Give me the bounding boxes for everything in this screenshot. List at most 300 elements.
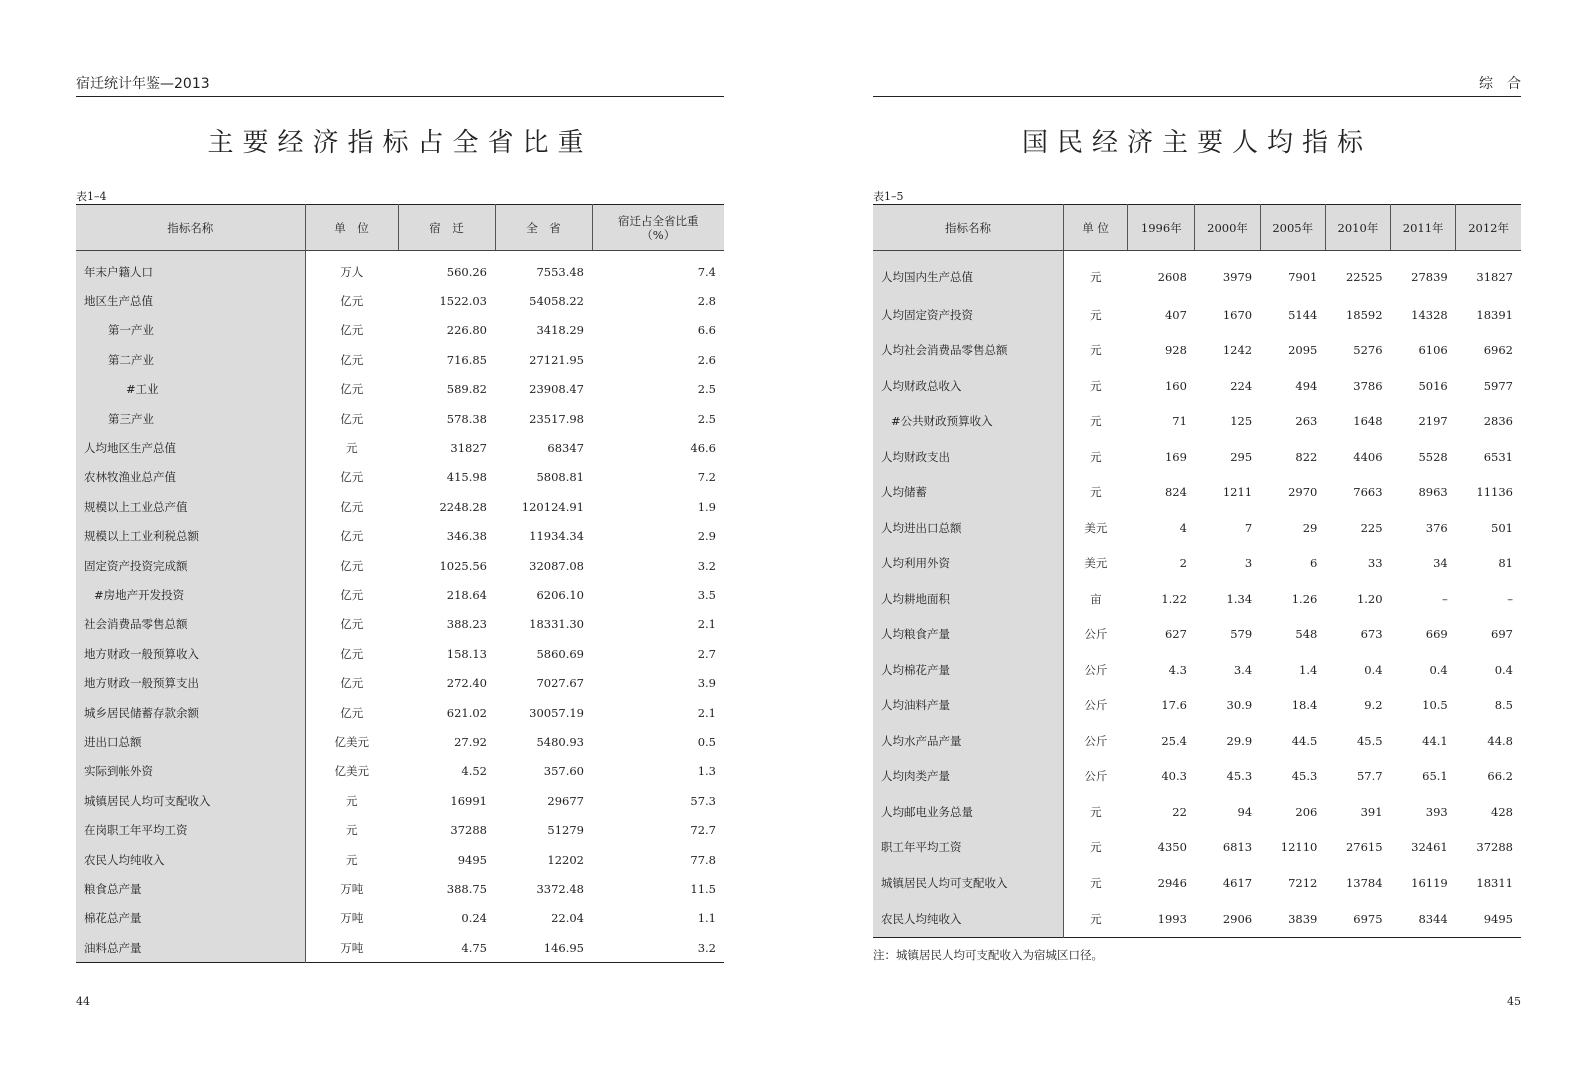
unit-cell: 亿美元	[334, 764, 369, 779]
value-cell-2012: 81	[1498, 556, 1513, 571]
table-row	[76, 815, 724, 844]
col-header-unit: 单 位	[305, 205, 398, 251]
value-cell-2010: 33	[1367, 556, 1383, 571]
value-cell-2011: 8344	[1418, 911, 1448, 926]
table-header-row	[76, 205, 724, 251]
value-cell-2000: 579	[1230, 627, 1253, 642]
value-cell-2010: 18592	[1345, 307, 1383, 322]
unit-cell: 元	[346, 441, 358, 456]
table-row	[873, 333, 1521, 369]
indicator-name-cell: 人均储蓄	[873, 475, 1064, 511]
value-cell-2000: 1242	[1222, 343, 1253, 358]
value-cell-2011: 6106	[1418, 343, 1448, 358]
value-cell-2011: 27839	[1411, 270, 1448, 284]
col-header-share	[592, 205, 724, 251]
value-cell-2012: 18391	[1476, 307, 1513, 322]
unit-cell: 万吨	[340, 881, 364, 896]
unit-cell: 公斤	[1084, 769, 1108, 784]
share-value-cell: 46.6	[690, 441, 716, 456]
value-cell-2010: 673	[1360, 627, 1383, 642]
value-cell-1996: 25.4	[1161, 733, 1187, 748]
suqian-value-cell: 226.80	[446, 323, 487, 338]
unit-cell: 元	[1090, 414, 1102, 429]
col-header-unit: 单 位	[1064, 205, 1128, 251]
left-page	[76, 0, 724, 1077]
share-value-cell: 57.3	[690, 793, 716, 808]
unit-cell: 元	[1090, 485, 1102, 500]
value-cell-1996: 40.3	[1161, 769, 1187, 784]
value-cell-1996: 71	[1172, 414, 1187, 429]
table-row	[76, 727, 724, 756]
unit-cell: 亿元	[340, 646, 364, 661]
share-value-cell: 2.1	[697, 617, 716, 632]
indicator-name-cell: 棉花总产量	[76, 904, 305, 933]
value-cell-2010: 27615	[1345, 840, 1383, 855]
province-value-cell: 23908.47	[529, 382, 584, 397]
province-value-cell: 54058.22	[529, 294, 584, 309]
table-row	[76, 610, 724, 639]
value-cell-2005: 45.3	[1291, 769, 1318, 784]
indicator-name-cell: 油料总产量	[76, 933, 305, 963]
unit-cell: 元	[1090, 840, 1102, 855]
unit-cell: 元	[1090, 307, 1102, 322]
value-cell-2005: 18.4	[1291, 698, 1318, 713]
value-cell-1996: 169	[1164, 449, 1187, 464]
value-cell-2011: 5016	[1418, 378, 1448, 393]
suqian-value-cell: 578.38	[446, 411, 487, 426]
table-row	[873, 723, 1521, 759]
unit-cell: 公斤	[1084, 662, 1108, 677]
share-value-cell: 2.7	[697, 646, 716, 661]
table-row	[76, 404, 724, 433]
share-value-cell: 2.9	[697, 529, 716, 544]
value-cell-2000: 4617	[1222, 875, 1253, 890]
value-cell-2011: 10.5	[1422, 698, 1448, 713]
unit-cell: 元	[1090, 378, 1102, 393]
suqian-value-cell: 27.92	[454, 734, 487, 749]
unit-cell: 元	[1090, 270, 1102, 284]
indicator-name-cell: 地方财政一般预算收入	[76, 639, 305, 668]
value-cell-2012: 428	[1491, 804, 1513, 819]
indicator-name-cell: 第二产业	[76, 345, 305, 374]
value-cell-2000: 295	[1230, 449, 1253, 464]
value-cell-2000: 45.3	[1226, 769, 1253, 784]
value-cell-1996: 824	[1164, 485, 1187, 500]
province-value-cell: 27121.95	[529, 352, 584, 367]
value-cell-2012: –	[1507, 591, 1513, 606]
value-cell-2010: 391	[1360, 804, 1383, 819]
value-cell-2011: 393	[1425, 804, 1448, 819]
value-cell-2012: 0.4	[1494, 662, 1513, 677]
table-row	[873, 439, 1521, 475]
table-row	[76, 522, 724, 551]
table-row	[873, 404, 1521, 440]
suqian-value-cell: 716.85	[446, 352, 487, 367]
indicator-name-cell: 规模以上工业利税总额	[76, 522, 305, 551]
suqian-value-cell: 1522.03	[439, 294, 487, 309]
value-cell-2011: 2197	[1418, 414, 1448, 429]
value-cell-2012: 501	[1491, 520, 1513, 535]
value-cell-2012: 18311	[1476, 875, 1513, 890]
value-cell-1996: 17.6	[1161, 698, 1187, 713]
share-value-cell: 7.4	[697, 264, 716, 279]
unit-cell: 亿元	[340, 558, 364, 573]
value-cell-2010: 1.20	[1356, 591, 1383, 606]
col-header-suqian: 宿 迁	[398, 205, 495, 251]
value-cell-2010: 7663	[1353, 485, 1383, 500]
unit-cell: 元	[346, 852, 358, 867]
value-cell-2011: 34	[1433, 556, 1448, 571]
value-cell-2011: 44.1	[1422, 733, 1448, 748]
province-value-cell: 30057.19	[529, 705, 584, 720]
indicator-name-cell: 农林牧渔业总产值	[76, 463, 305, 492]
value-cell-2011: –	[1442, 591, 1448, 606]
value-cell-2000: 7	[1244, 520, 1253, 535]
indicator-name-cell: 人均粮食产量	[873, 617, 1064, 653]
value-cell-2005: 1.4	[1299, 662, 1318, 677]
indicator-name-cell: 农民人均纯收入	[76, 845, 305, 874]
indicator-name-cell: 人均国内生产总值	[873, 251, 1064, 298]
indicator-name-cell: 固定资产投资完成额	[76, 551, 305, 580]
col-header-2012: 2012年	[1456, 205, 1521, 251]
table-number-right: 表1–5	[873, 190, 904, 203]
indicator-name-cell: #房地产开发投资	[76, 580, 305, 609]
table-row	[76, 698, 724, 727]
value-cell-2005: 2095	[1288, 343, 1318, 358]
unit-cell: 元	[1090, 875, 1102, 890]
province-value-cell: 5860.69	[536, 646, 584, 661]
value-cell-1996: 2608	[1157, 270, 1187, 284]
suqian-value-cell: 2248.28	[439, 499, 487, 514]
value-cell-2000: 2906	[1222, 911, 1253, 926]
share-value-cell: 3.2	[697, 940, 716, 955]
suqian-value-cell: 218.64	[446, 587, 487, 602]
table-row	[873, 251, 1521, 298]
col-header-indicator: 指标名称	[873, 205, 1064, 251]
table-title-left: 主要经济指标占全省比重	[207, 128, 593, 158]
indicator-name-cell: 第三产业	[76, 404, 305, 433]
suqian-value-cell: 388.23	[446, 617, 487, 632]
suqian-value-cell: 388.75	[446, 881, 487, 896]
table-row	[76, 433, 724, 462]
table-row	[873, 794, 1521, 830]
col-header-province: 全 省	[495, 205, 592, 251]
share-value-cell: 2.5	[697, 382, 716, 397]
value-cell-2000: 29.9	[1226, 733, 1253, 748]
unit-cell: 元	[1090, 449, 1102, 464]
right-page	[873, 0, 1535, 1077]
value-cell-2000: 125	[1230, 414, 1253, 429]
indicator-name-cell: 粮食总产量	[76, 874, 305, 903]
unit-cell: 美元	[1084, 556, 1108, 571]
province-value-cell: 11934.34	[529, 529, 584, 544]
table-row	[873, 546, 1521, 582]
value-cell-2005: 29	[1302, 520, 1318, 535]
indicator-name-cell: 人均棉花产量	[873, 652, 1064, 688]
province-value-cell: 146.95	[543, 940, 584, 955]
unit-cell: 公斤	[1084, 733, 1108, 748]
value-cell-1996: 4	[1179, 520, 1187, 535]
unit-cell: 亿元	[340, 676, 364, 691]
table-row	[76, 375, 724, 404]
unit-cell: 亿元	[340, 352, 364, 367]
value-cell-1996: 2946	[1157, 875, 1187, 890]
table-row	[76, 492, 724, 521]
suqian-value-cell: 0.24	[461, 911, 487, 926]
value-cell-2000: 6813	[1222, 840, 1253, 855]
suqian-value-cell: 621.02	[446, 705, 487, 720]
indicator-name-cell: 城镇居民人均可支配收入	[76, 786, 305, 815]
value-cell-2010: 4406	[1353, 449, 1383, 464]
unit-cell: 亿美元	[334, 734, 369, 749]
indicator-name-cell: 人均财政总收入	[873, 368, 1064, 404]
table-number-left: 表1–4	[76, 190, 107, 203]
per-capita-indicators-table	[873, 204, 1521, 938]
col-header-indicator: 指标名称	[76, 205, 305, 251]
province-value-cell: 3418.29	[536, 323, 584, 338]
indicator-name-cell: 城乡居民储蓄存款余额	[76, 698, 305, 727]
value-cell-2011: 32461	[1411, 840, 1448, 855]
suqian-value-cell: 272.40	[446, 676, 487, 691]
indicator-name-cell: 在岗职工年平均工资	[76, 815, 305, 844]
indicator-name-cell: 人均水产品产量	[873, 723, 1064, 759]
suqian-value-cell: 1025.56	[439, 558, 487, 573]
province-value-cell: 5808.81	[536, 470, 584, 485]
unit-cell: 万吨	[340, 940, 364, 955]
indicator-name-cell: 人均财政支出	[873, 439, 1064, 475]
value-cell-2000: 3979	[1222, 270, 1253, 284]
share-value-cell: 1.3	[697, 764, 716, 779]
indicator-name-cell: 人均肉类产量	[873, 759, 1064, 795]
province-value-cell: 18331.30	[529, 617, 584, 632]
unit-cell: 元	[1090, 343, 1102, 358]
table-row	[76, 463, 724, 492]
suqian-value-cell: 415.98	[446, 470, 487, 485]
table-row	[873, 759, 1521, 795]
value-cell-2005: 5144	[1288, 307, 1318, 322]
value-cell-2012: 6531	[1483, 449, 1513, 464]
indicator-name-cell: 人均油料产量	[873, 688, 1064, 724]
value-cell-2005: 822	[1295, 449, 1318, 464]
value-cell-1996: 1.22	[1161, 591, 1187, 606]
col-header-share-unit: （%）	[641, 227, 676, 242]
value-cell-2011: 14328	[1411, 307, 1448, 322]
province-value-cell: 12202	[547, 852, 584, 867]
indicator-name-cell: 人均进出口总额	[873, 510, 1064, 546]
unit-cell: 亿元	[340, 499, 364, 514]
value-cell-2012: 5977	[1483, 378, 1513, 393]
value-cell-2005: 6	[1310, 556, 1318, 571]
share-value-cell: 1.1	[697, 911, 716, 926]
unit-cell: 亿元	[340, 470, 364, 485]
province-value-cell: 22.04	[551, 911, 584, 926]
value-cell-2005: 3839	[1288, 911, 1318, 926]
indicator-name-cell: 人均利用外资	[873, 546, 1064, 582]
share-value-cell: 3.5	[697, 587, 716, 602]
value-cell-2011: 65.1	[1422, 769, 1448, 784]
share-value-cell: 2.1	[697, 705, 716, 720]
suqian-value-cell: 37288	[450, 823, 487, 838]
value-cell-2012: 2836	[1483, 414, 1513, 429]
value-cell-2012: 37288	[1476, 840, 1513, 855]
suqian-value-cell: 16991	[450, 793, 487, 808]
yearbook-title: 宿迁统计年鉴—2013	[76, 76, 210, 92]
value-cell-2010: 225	[1360, 520, 1383, 535]
value-cell-1996: 928	[1164, 343, 1187, 358]
value-cell-2010: 3786	[1353, 378, 1383, 393]
unit-cell: 亿元	[340, 529, 364, 544]
province-value-cell: 51279	[547, 823, 584, 838]
suqian-value-cell: 4.52	[461, 764, 487, 779]
table-title-right: 国民经济主要人均指标	[1021, 128, 1372, 158]
province-value-cell: 5480.93	[536, 734, 584, 749]
indicator-name-cell: 农民人均纯收入	[873, 901, 1064, 938]
value-cell-2011: 8963	[1418, 485, 1448, 500]
value-cell-2005: 2970	[1288, 485, 1318, 500]
suqian-value-cell: 589.82	[446, 382, 487, 397]
value-cell-2000: 3	[1244, 556, 1253, 571]
value-cell-2005: 1.26	[1291, 591, 1318, 606]
value-cell-1996: 2	[1179, 556, 1187, 571]
province-value-cell: 32087.08	[529, 558, 584, 573]
table-row	[873, 901, 1521, 938]
value-cell-1996: 407	[1164, 307, 1187, 322]
share-value-cell: 3.2	[697, 558, 716, 573]
value-cell-2005: 7901	[1288, 270, 1318, 284]
share-value-cell: 77.8	[690, 852, 716, 867]
unit-cell: 亿元	[340, 323, 364, 338]
suqian-value-cell: 560.26	[446, 264, 487, 279]
province-value-cell: 29677	[547, 793, 584, 808]
unit-cell: 亿元	[340, 617, 364, 632]
value-cell-2012: 44.8	[1487, 733, 1513, 748]
indicator-name-cell: 人均地区生产总值	[76, 433, 305, 462]
value-cell-2012: 8.5	[1494, 698, 1513, 713]
value-cell-2000: 1.34	[1226, 591, 1253, 606]
value-cell-2005: 12110	[1280, 840, 1318, 855]
suqian-value-cell: 158.13	[446, 646, 487, 661]
running-head-left	[76, 74, 724, 97]
indicator-name-cell: 实际到帐外资	[76, 757, 305, 786]
suqian-value-cell: 4.75	[461, 940, 487, 955]
value-cell-2000: 3.4	[1233, 662, 1253, 677]
indicator-name-cell: 地区生产总值	[76, 286, 305, 315]
value-cell-2000: 30.9	[1226, 698, 1253, 713]
value-cell-1996: 160	[1164, 378, 1187, 393]
value-cell-2000: 224	[1230, 378, 1253, 393]
share-value-cell: 6.6	[697, 323, 716, 338]
indicator-name-cell: 人均邮电业务总量	[873, 794, 1064, 830]
value-cell-2005: 548	[1295, 627, 1318, 642]
value-cell-2010: 0.4	[1364, 662, 1383, 677]
col-header-2000: 2000年	[1195, 205, 1260, 251]
province-value-cell: 23517.98	[529, 411, 584, 426]
indicator-name-cell: 规模以上工业总产值	[76, 492, 305, 521]
indicator-name-cell: 职工年平均工资	[873, 830, 1064, 866]
indicator-name-cell: 人均固定资产投资	[873, 297, 1064, 333]
unit-cell: 亿元	[340, 587, 364, 602]
value-cell-2011: 16119	[1411, 875, 1448, 890]
unit-cell: 美元	[1084, 520, 1108, 535]
value-cell-2010: 57.7	[1356, 769, 1383, 784]
province-value-cell: 68347	[547, 441, 584, 456]
table-row	[76, 845, 724, 874]
table-row	[76, 639, 724, 668]
value-cell-2011: 0.4	[1429, 662, 1448, 677]
unit-cell: 元	[346, 823, 358, 838]
table-row	[873, 652, 1521, 688]
unit-cell: 公斤	[1084, 698, 1108, 713]
col-header-2011: 2011年	[1391, 205, 1456, 251]
table-row	[76, 286, 724, 315]
value-cell-1996: 4350	[1157, 840, 1187, 855]
table-row	[873, 368, 1521, 404]
unit-cell: 亿元	[340, 705, 364, 720]
value-cell-2010: 13784	[1345, 875, 1383, 890]
col-header-2005: 2005年	[1260, 205, 1325, 251]
province-value-cell: 120124.91	[521, 499, 584, 514]
table-row	[873, 297, 1521, 333]
value-cell-2005: 494	[1295, 378, 1318, 393]
table-row	[76, 904, 724, 933]
table-row	[76, 786, 724, 815]
table-row	[76, 668, 724, 697]
table-row	[76, 757, 724, 786]
province-value-cell: 6206.10	[536, 587, 584, 602]
col-header-1996: 1996年	[1128, 205, 1195, 251]
province-value-cell: 7027.67	[536, 676, 584, 691]
value-cell-2012: 9495	[1483, 911, 1513, 926]
unit-cell: 亩	[1090, 591, 1102, 606]
table-row	[76, 580, 724, 609]
table-row	[873, 581, 1521, 617]
indicator-name-cell: 第一产业	[76, 316, 305, 345]
table-row	[76, 933, 724, 963]
share-value-cell: 72.7	[690, 823, 716, 838]
unit-cell: 元	[346, 793, 358, 808]
indicator-name-cell: #公共财政预算收入	[873, 404, 1064, 440]
value-cell-2005: 263	[1295, 414, 1318, 429]
indicator-name-cell: 城镇居民人均可支配收入	[873, 865, 1064, 901]
col-header-2010: 2010年	[1325, 205, 1390, 251]
share-value-cell: 2.6	[697, 352, 716, 367]
running-head-right	[873, 74, 1535, 97]
unit-cell: 万人	[340, 264, 364, 279]
suqian-value-cell: 9495	[457, 852, 487, 867]
unit-cell: 亿元	[340, 382, 364, 397]
unit-cell: 公斤	[1084, 627, 1108, 642]
unit-cell: 亿元	[340, 294, 364, 309]
table-row	[873, 830, 1521, 866]
indicator-name-cell: 地方财政一般预算支出	[76, 668, 305, 697]
table-row	[873, 865, 1521, 901]
indicator-name-cell: 人均耕地面积	[873, 581, 1064, 617]
value-cell-2010: 5276	[1353, 343, 1383, 358]
value-cell-2012: 6962	[1483, 343, 1513, 358]
indicator-name-cell: 人均社会消费品零售总额	[873, 333, 1064, 369]
unit-cell: 元	[1090, 804, 1102, 819]
unit-cell: 万吨	[340, 911, 364, 926]
table-row	[873, 510, 1521, 546]
value-cell-2010: 9.2	[1364, 698, 1383, 713]
province-value-cell: 3372.48	[536, 881, 584, 896]
indicator-name-cell: #工业	[76, 375, 305, 404]
table-row	[873, 688, 1521, 724]
page-number-right: 45	[1507, 995, 1521, 1008]
suqian-value-cell: 31827	[450, 441, 487, 456]
value-cell-2000: 1211	[1222, 485, 1253, 500]
table-row	[76, 345, 724, 374]
